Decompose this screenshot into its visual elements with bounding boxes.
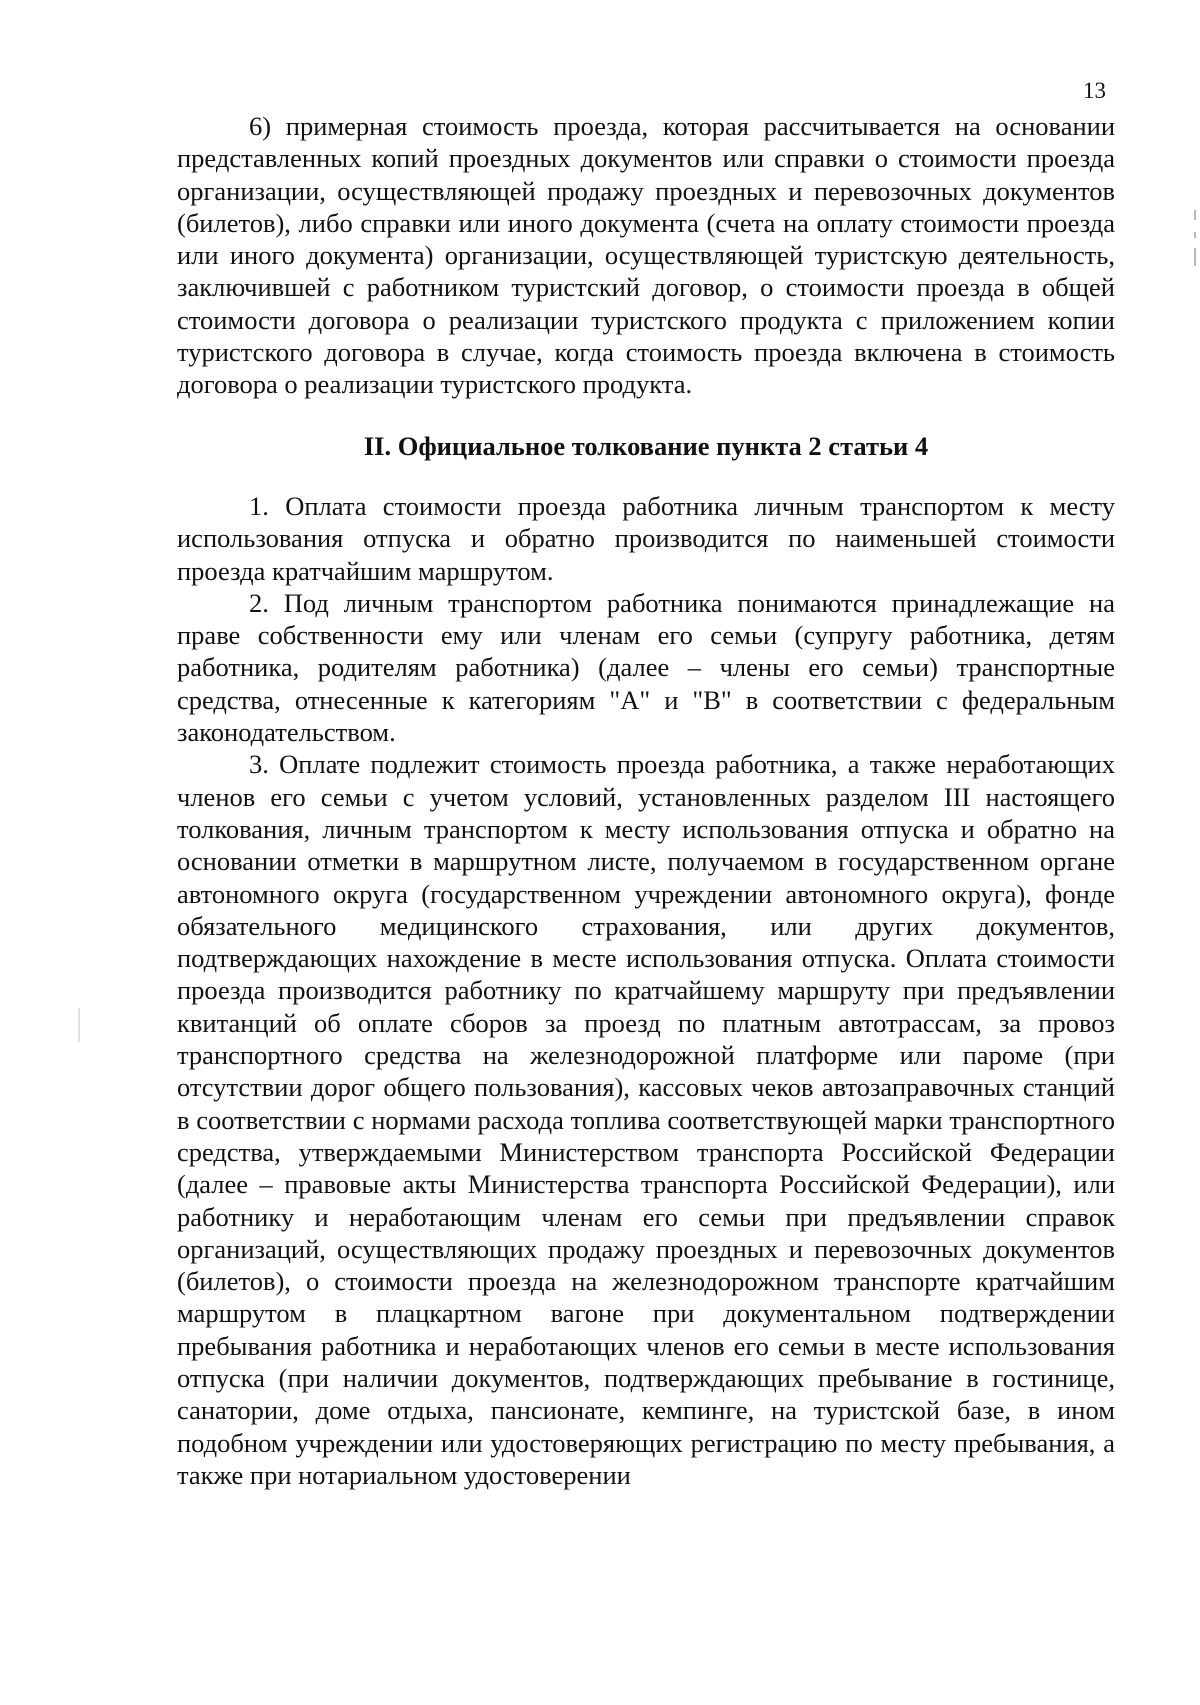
page-number: 13 bbox=[1083, 78, 1106, 103]
scan-fold-mark bbox=[78, 1008, 80, 1042]
scan-edge-mark bbox=[1194, 248, 1196, 266]
document-body bbox=[177, 110, 1115, 1491]
section-heading: II. Официальное толкование пункта 2 статьи 4 bbox=[363, 430, 929, 461]
paragraph-3: 3. Оплате подлежит стоимость проезда работника, а также неработающих членов его семьи с учетом условий, установленных разделом III настоящего толкования, личным транспортом к месту использования отпуска и обратно на основании отметки в маршрутном листе, получаемом в государственном органе автономного округа (государственном учреждении автономного округа), фонде обязательного медицинского страхования, или других документов, подтверждающих нахождение в месте использования отпуска. Оплата стоимости проезда производится работнику по кратчайшему маршруту при предъявлении квитанций об оплате сборов за проезд по платным автотрассам, за провоз транспортного средства на железнодорожной платформе или пароме (при отсутствии дорог общего пользования), кассовых чеков автозаправочных станций в соответствии с нормами расхода топлива соответствующей марки транспортного средства, утверждаемыми Министерством транспорта Российской Федерации (далее – правовые акты Министерства транспорта Российской Федерации), или работнику и неработающим членам его семьи при предъявлении справок организаций, осуществляющих продажу проездных и перевозочных документов (билетов), о стоимости проезда на железнодорожном транспорте кратчайшим маршрутом в плацкартном вагоне при документальном подтверждении пребывания работника и неработающих членов его семьи в месте использования отпуска (при наличии документов, подтверждающих пребывание в гостинице, санатории, доме отдыха, пансионате, кемпинге, на туристской базе, в ином подобном учреждении или удостоверяющих регистрацию по месту пребывания, а также при нотариальном удостоверении bbox=[177, 749, 1115, 1490]
paragraph-1: 1. Оплата стоимости проезда работника личным транспортом к месту использования отпуска и обратно производится по наименьшей стоимости проезда кратчайшим маршрутом. bbox=[177, 490, 1115, 586]
paragraph-2: 2. Под личным транспортом работника понимаются принадлежащие на праве собственности ему или членам его семьи (супругу работника, детям работника, родителям работника) (далее – члены его семьи) транспортные средства, отнесенные к категориям "А" и "В" в соответствии с федеральным законодательством. bbox=[177, 587, 1115, 748]
scan-edge-mark bbox=[1194, 210, 1196, 220]
paragraph-item-6: 6) примерная стоимость проезда, которая рассчитывается на основании представленных копий проездных документов или справки о стоимости проезда организации, осуществляющей продажу проездных и перевозочных документов (билетов), либо справки или иного документа (счета на оплату стоимости проезда или иного документа) организации, осуществляющей туристскую деятельность, заключившей с работником туристский договор, о стоимости проезда в общей стоимости договора о реализации туристского продукта с приложением копии туристского договора в случае, когда стоимость проезда включена в стоимость договора о реализации туристского продукта. bbox=[177, 111, 1115, 400]
scan-edge-mark bbox=[1194, 232, 1196, 238]
